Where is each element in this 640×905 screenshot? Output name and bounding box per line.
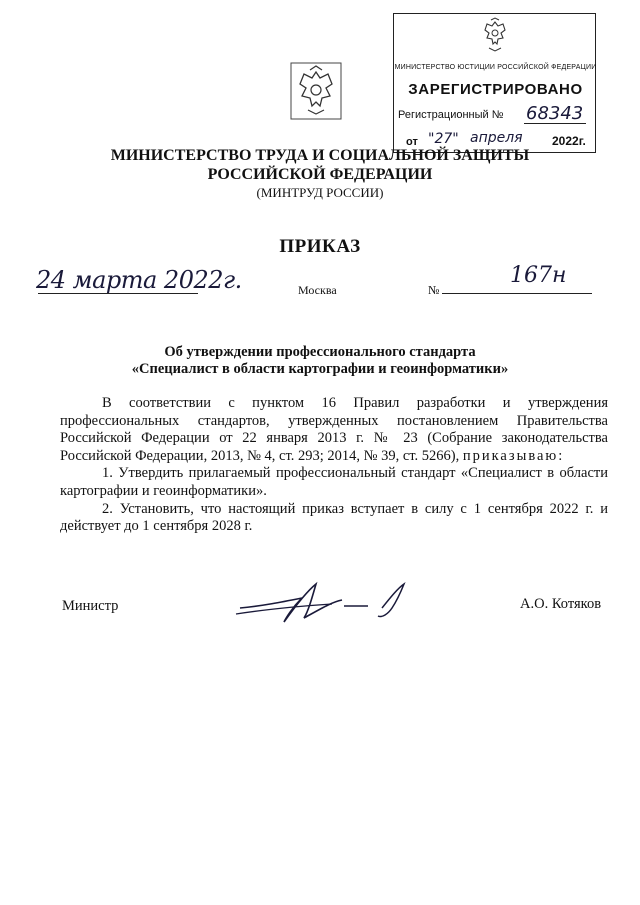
stamp-reg-number: 68343 — [526, 103, 584, 124]
handwritten-number: 167н — [510, 263, 567, 288]
intro-paragraph — [60, 395, 608, 465]
signer-name: А.О. Котяков — [520, 596, 602, 612]
stamp-status: ЗАРЕГИСТРИРОВАНО — [408, 81, 583, 98]
handwritten-signature — [232, 578, 422, 628]
item-1: 1. Утвердить прилагаемый профессиональный стандарт «Специалист в области картографии и геоинформатики». — [60, 465, 608, 499]
stamp-reg-label: Регистрационный № — [398, 109, 504, 121]
ministry-name-line1: МИНИСТЕРСТВО ТРУДА И СОЦИАЛЬНОЙ ЗАЩИТЫ — [110, 147, 530, 164]
intro-text: В соответствии с пунктом 16 Правил разработки и утверждения профессиональных стандартов, утвержденных постановлением Правительства Российской Федерации от 22 января 2013 г. № 23 (Собрание законодательства Российской Федерации, 2013, № 4, ст. 293; 2014, № 39, ст. 5266), — [60, 395, 608, 464]
city: Москва — [298, 283, 337, 297]
stamp-date-year: 2022г. — [552, 134, 586, 148]
order-word: приказываю: — [462, 447, 565, 464]
subject-line2: «Специалист в области картографии и геоинформатики» — [131, 361, 509, 377]
stamp-number-underline — [524, 123, 586, 124]
stamp-emblem-icon — [479, 16, 511, 54]
stamp-date-label: от — [406, 136, 418, 148]
item-2: 2. Установить, что настоящий приказ вступает в силу с 1 сентября 2022 г. и действует до 1 сентября 2028 г. — [60, 500, 608, 535]
number-underline — [442, 293, 592, 294]
ministry-short-name: (МИНТРУД РОССИИ) — [256, 185, 384, 200]
stamp-date-day: "27" — [428, 131, 459, 147]
stamp-ministry: МИНИСТЕРСТВО ЮСТИЦИИ РОССИЙСКОЙ ФЕДЕРАЦИИ — [394, 64, 597, 71]
emblem-icon — [290, 62, 342, 120]
number-sign: № — [428, 283, 440, 297]
signer-position: Министр — [62, 598, 119, 614]
date-underline — [38, 293, 198, 294]
stamp-date-month: апреля — [470, 130, 523, 146]
handwritten-date: 24 марта 2022г. — [36, 266, 242, 294]
document-title: ПРИКАЗ — [279, 236, 361, 257]
registration-stamp — [393, 13, 596, 153]
document-body — [60, 395, 608, 536]
ministry-name-line2: РОССИЙСКОЙ ФЕДЕРАЦИИ — [207, 166, 433, 183]
subject-line1: Об утверждении профессионального стандарта — [164, 344, 476, 360]
